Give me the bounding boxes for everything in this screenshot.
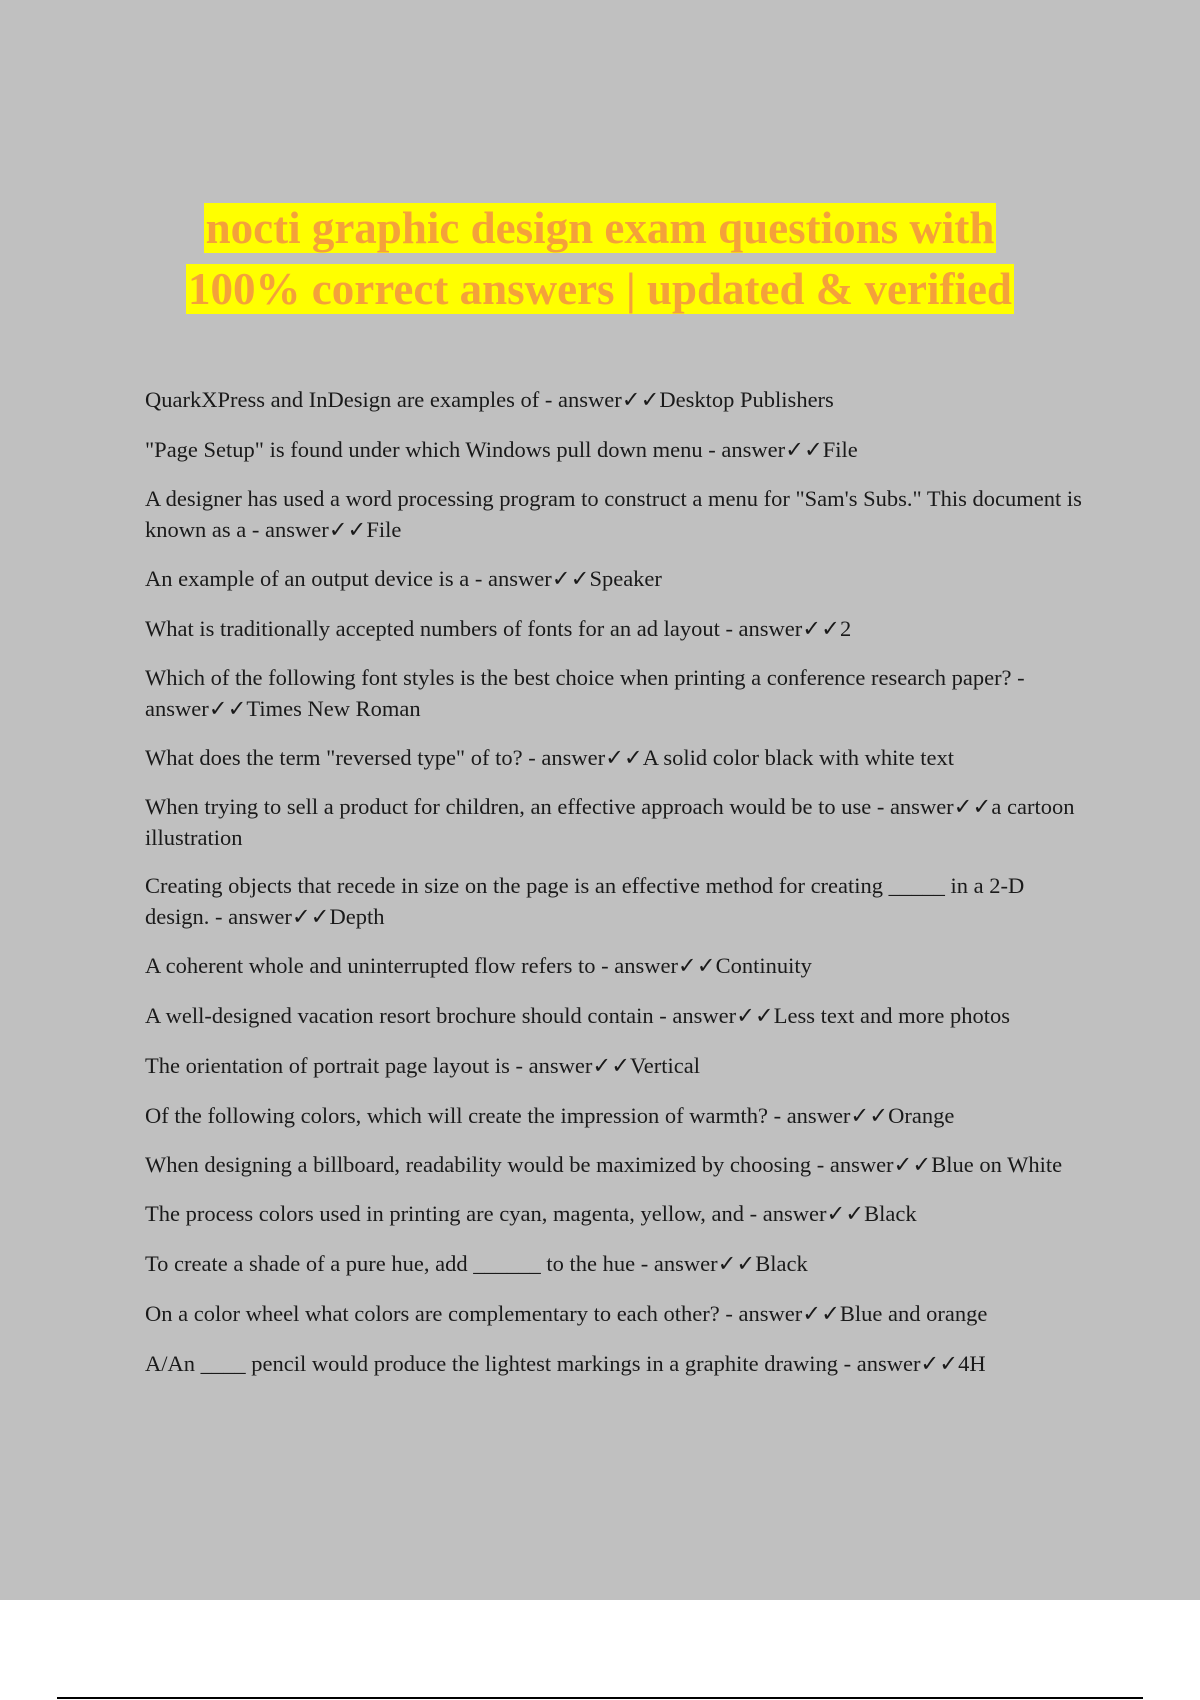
- qa-item: An example of an output device is a - answer✓✓Speaker: [145, 566, 662, 591]
- qa-item: The orientation of portrait page layout is - answer✓✓Vertical: [145, 1053, 701, 1078]
- qa-item: The process colors used in printing are cyan, magenta, yellow, and - answer✓✓Black: [145, 1201, 917, 1226]
- qa-item: To create a shade of a pure hue, add ______ to the hue - answer✓✓Black: [145, 1251, 808, 1276]
- qa-item: Which of the following font styles is the best choice when printing a conference research paper? - answer✓✓Times New Roman: [145, 665, 1025, 721]
- qa-item: When designing a billboard, readability would be maximized by choosing - answer✓✓Blue on White: [145, 1152, 1063, 1177]
- qa-item: On a color wheel what colors are complementary to each other? - answer✓✓Blue and orange: [145, 1301, 988, 1326]
- title-line-2: 100% correct answers | updated & verified: [188, 264, 1012, 315]
- qa-item: A/An ____ pencil would produce the lightest markings in a graphite drawing - answer✓✓4H: [145, 1351, 986, 1376]
- title-line-2-wrapper: [0, 259, 1200, 320]
- qa-item: QuarkXPress and InDesign are examples of - answer✓✓Desktop Publishers: [145, 387, 834, 412]
- qa-item: A designer has used a word processing program to construct a menu for "Sam's Subs." This document is known as a - answer✓✓File: [145, 486, 1082, 542]
- qa-item: Of the following colors, which will create the impression of warmth? - answer✓✓Orange: [145, 1103, 955, 1128]
- qa-item: When trying to sell a product for children, an effective approach would be to use - answer✓✓a cartoon illustration: [145, 794, 1075, 850]
- title-line-1-wrapper: [0, 198, 1200, 259]
- qa-item: What does the term "reversed type" of to? - answer✓✓A solid color black with white text: [145, 745, 954, 770]
- footer-divider: [57, 1697, 1143, 1699]
- title-line-1: nocti graphic design exam questions with: [205, 203, 995, 254]
- qa-item: A coherent whole and uninterrupted flow refers to - answer✓✓Continuity: [145, 953, 812, 978]
- qa-item: What is traditionally accepted numbers of fonts for an ad layout - answer✓✓2: [145, 616, 852, 641]
- qa-item: "Page Setup" is found under which Windows pull down menu - answer✓✓File: [145, 437, 858, 462]
- qa-item: Creating objects that recede in size on the page is an effective method for creating _____ in a 2-D design. - answer✓✓Depth: [145, 873, 1025, 929]
- qa-item: A well-designed vacation resort brochure should contain - answer✓✓Less text and more photos: [145, 1003, 1010, 1028]
- question-answer-list: [145, 383, 1090, 1397]
- document-title: [0, 198, 1200, 320]
